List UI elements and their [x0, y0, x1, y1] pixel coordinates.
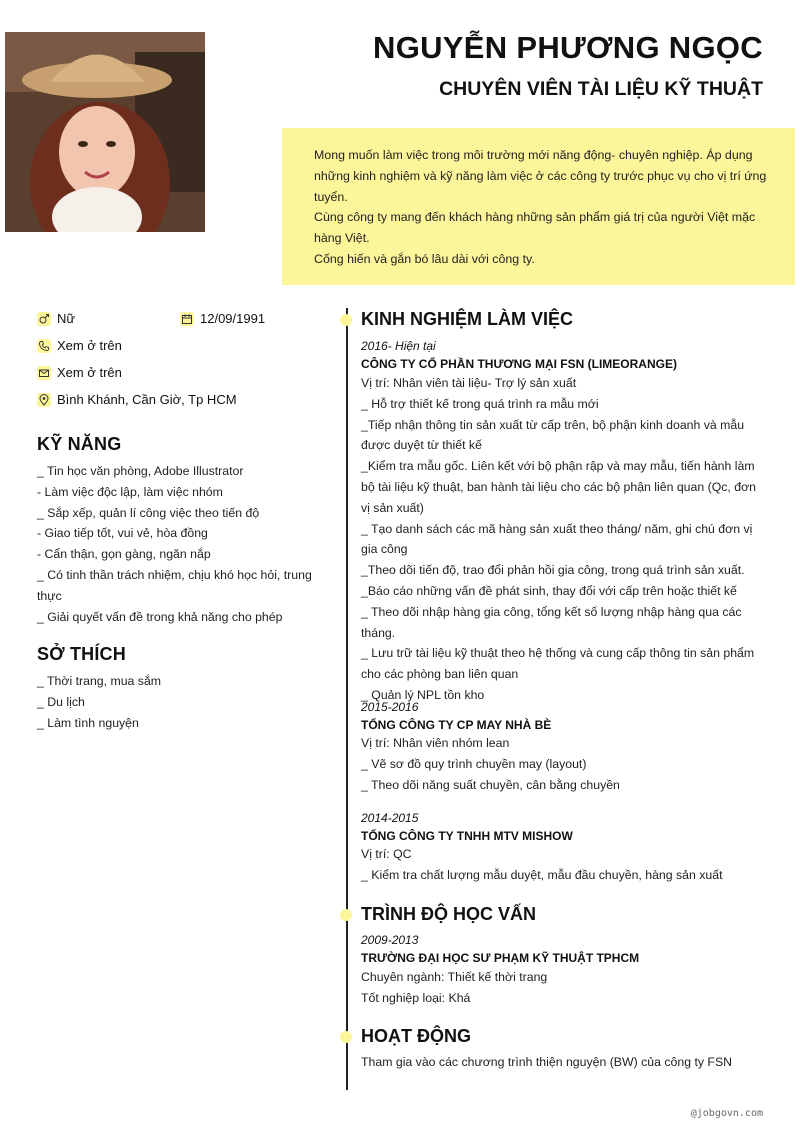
address-row [37, 392, 237, 407]
list-item: _Theo dõi tiến độ, trao đổi phản hồi gia công, trong quá trình sản xuất. [361, 563, 745, 578]
list-item: _ Giải quyết vấn đề trong khả năng cho phép [37, 609, 283, 624]
list-item: Tham gia vào các chương trình thiện nguyện (BW) của công ty FSN [361, 1055, 733, 1069]
location-pin-icon [37, 393, 51, 407]
dob-value: 12/09/1991 [200, 311, 266, 326]
job-duties [361, 373, 766, 706]
job-title: CHUYÊN VIÊN TÀI LIỆU KỸ THUẬT [439, 78, 763, 100]
list-item: _ Sắp xếp, quản lí công việc theo tiến độ [37, 505, 260, 520]
list-item: _ Tạo danh sách các mã hàng sản xuất theo tháng/ năm, ghi chú đơn vị gia công [361, 521, 753, 557]
list-item: - Làm việc độc lập, làm việc nhóm [37, 484, 223, 499]
education-details [361, 967, 766, 1009]
summary-line: Cống hiến và gắn bó lâu dài với công ty. [314, 251, 535, 266]
education-title: TRÌNH ĐỘ HỌC VẤN [361, 904, 536, 924]
phone-row [37, 338, 122, 353]
profile-photo [5, 32, 205, 232]
list-item: _Tiếp nhận thông tin sản xuất từ cấp trên, bộ phận kinh doanh và mẫu được duyệt từ thiết kế [361, 417, 745, 453]
list-item: _ Theo dõi nhập hàng gia công, tổng kết số lượng nhập hàng qua các tháng. [361, 604, 742, 640]
dob-row [180, 311, 265, 326]
job-duties [361, 844, 766, 886]
activities-title: HOẠT ĐỘNG [361, 1026, 471, 1046]
activities-list [361, 1052, 766, 1073]
job-period: 2015-2016 [361, 700, 419, 714]
list-item: _ Du lịch [37, 694, 85, 709]
timeline-dot [340, 1031, 352, 1043]
summary-line: Cùng công ty mang đến khách hàng những sản phẩm giá trị của người Việt mặc hàng Việt. [314, 210, 756, 246]
summary-line: Mong muốn làm việc trong môi trường mới năng động- chuyên nghiệp. Áp dụng những kinh nghiệm và kỹ năng làm việc ở các công ty trước phục vụ cho vị trí ứng tuyển. [314, 148, 767, 204]
gender-row [37, 311, 75, 326]
list-item: _ Làm tình nguyện [37, 715, 139, 730]
list-item: _ Lưu trữ tài liệu kỹ thuật theo hệ thống và cung cấp thông tin sản phẩm cho các phòng ban liên quan [361, 646, 755, 682]
skills-list [37, 461, 317, 627]
skills-title: KỸ NĂNG [37, 434, 122, 454]
list-item: _Báo cáo những vấn đề phát sinh, thay đổi với cấp trên hoặc thiết kế [361, 583, 737, 598]
timeline-line [346, 308, 348, 1090]
list-item: _ Quản lý NPL tồn kho [361, 687, 485, 702]
list-item: _ Thời trang, mua sắm [37, 674, 162, 688]
list-item: _ Hỗ trợ thiết kế trong quá trình ra mẫu mới [361, 396, 599, 411]
list-item: _ Kiểm tra chất lượng mẫu duyệt, mẫu đầu chuyền, hàng sản xuất [361, 867, 723, 882]
calendar-icon [180, 312, 194, 326]
list-item: Vị trí: Nhân viên tài liệu- Trợ lý sản xuất [361, 376, 577, 390]
list-item: - Giao tiếp tốt, vui vẻ, hòa đồng [37, 526, 208, 541]
timeline-dot [340, 909, 352, 921]
career-summary [282, 128, 795, 285]
job-company: CÔNG TY CỔ PHẦN THƯƠNG MẠI FSN (LIMEORANGE) [361, 357, 677, 371]
list-item: _Kiểm tra mẫu gốc. Liên kết với bộ phận rập và may mẫu, tiến hành làm bộ tài liệu kỹ thuật, ban hành tài liệu cho các bộ phận liên quan (Qc, đơn vị sản xuất) [361, 459, 756, 515]
gender-icon [37, 312, 51, 326]
email-row [37, 365, 122, 380]
job-company: TỔNG CÔNG TY TNHH MTV MISHOW [361, 829, 573, 843]
job-period: 2016- Hiện tại [361, 339, 436, 353]
list-item: Chuyên ngành: Thiết kế thời trang [361, 970, 548, 984]
experience-title: KINH NGHIỆM LÀM VIỆC [361, 309, 574, 329]
timeline-dot [340, 314, 352, 326]
list-item: _ Theo dõi năng suất chuyền, cân bằng chuyền [361, 777, 620, 792]
address-value: Bình Khánh, Cần Giờ, Tp HCM [57, 392, 237, 407]
job-duties [361, 733, 766, 795]
phone-value: Xem ở trên [57, 338, 122, 353]
list-item: Vị trí: Nhân viên nhóm lean [361, 736, 510, 750]
candidate-name: NGUYỄN PHƯƠNG NGỌC [373, 30, 763, 65]
list-item: _ Tin học văn phòng, Adobe Illustrator [37, 464, 244, 478]
hobbies-list [37, 671, 317, 733]
list-item: Tốt nghiệp loại: Khá [361, 990, 471, 1005]
watermark: @jobgovn.com [690, 1108, 763, 1119]
envelope-icon [37, 366, 51, 380]
list-item: _ Vẽ sơ đồ quy trình chuyền may (layout) [361, 756, 587, 771]
job-company: TỔNG CÔNG TY CP MAY NHÀ BÈ [361, 718, 552, 732]
gender-value: Nữ [57, 311, 76, 326]
list-item: Vị trí: QC [361, 847, 412, 861]
list-item: - Cẩn thận, gọn gàng, ngăn nắp [37, 547, 211, 562]
education-school: TRƯỜNG ĐẠI HỌC SƯ PHẠM KỸ THUẬT TPHCM [361, 951, 640, 965]
hobbies-title: SỞ THÍCH [37, 644, 126, 664]
email-value: Xem ở trên [57, 365, 122, 380]
phone-icon [37, 339, 51, 353]
job-period: 2014-2015 [361, 811, 419, 825]
education-period: 2009-2013 [361, 933, 419, 947]
list-item: _ Có tinh thần trách nhiệm, chịu khó học hỏi, trung thực [37, 567, 312, 603]
